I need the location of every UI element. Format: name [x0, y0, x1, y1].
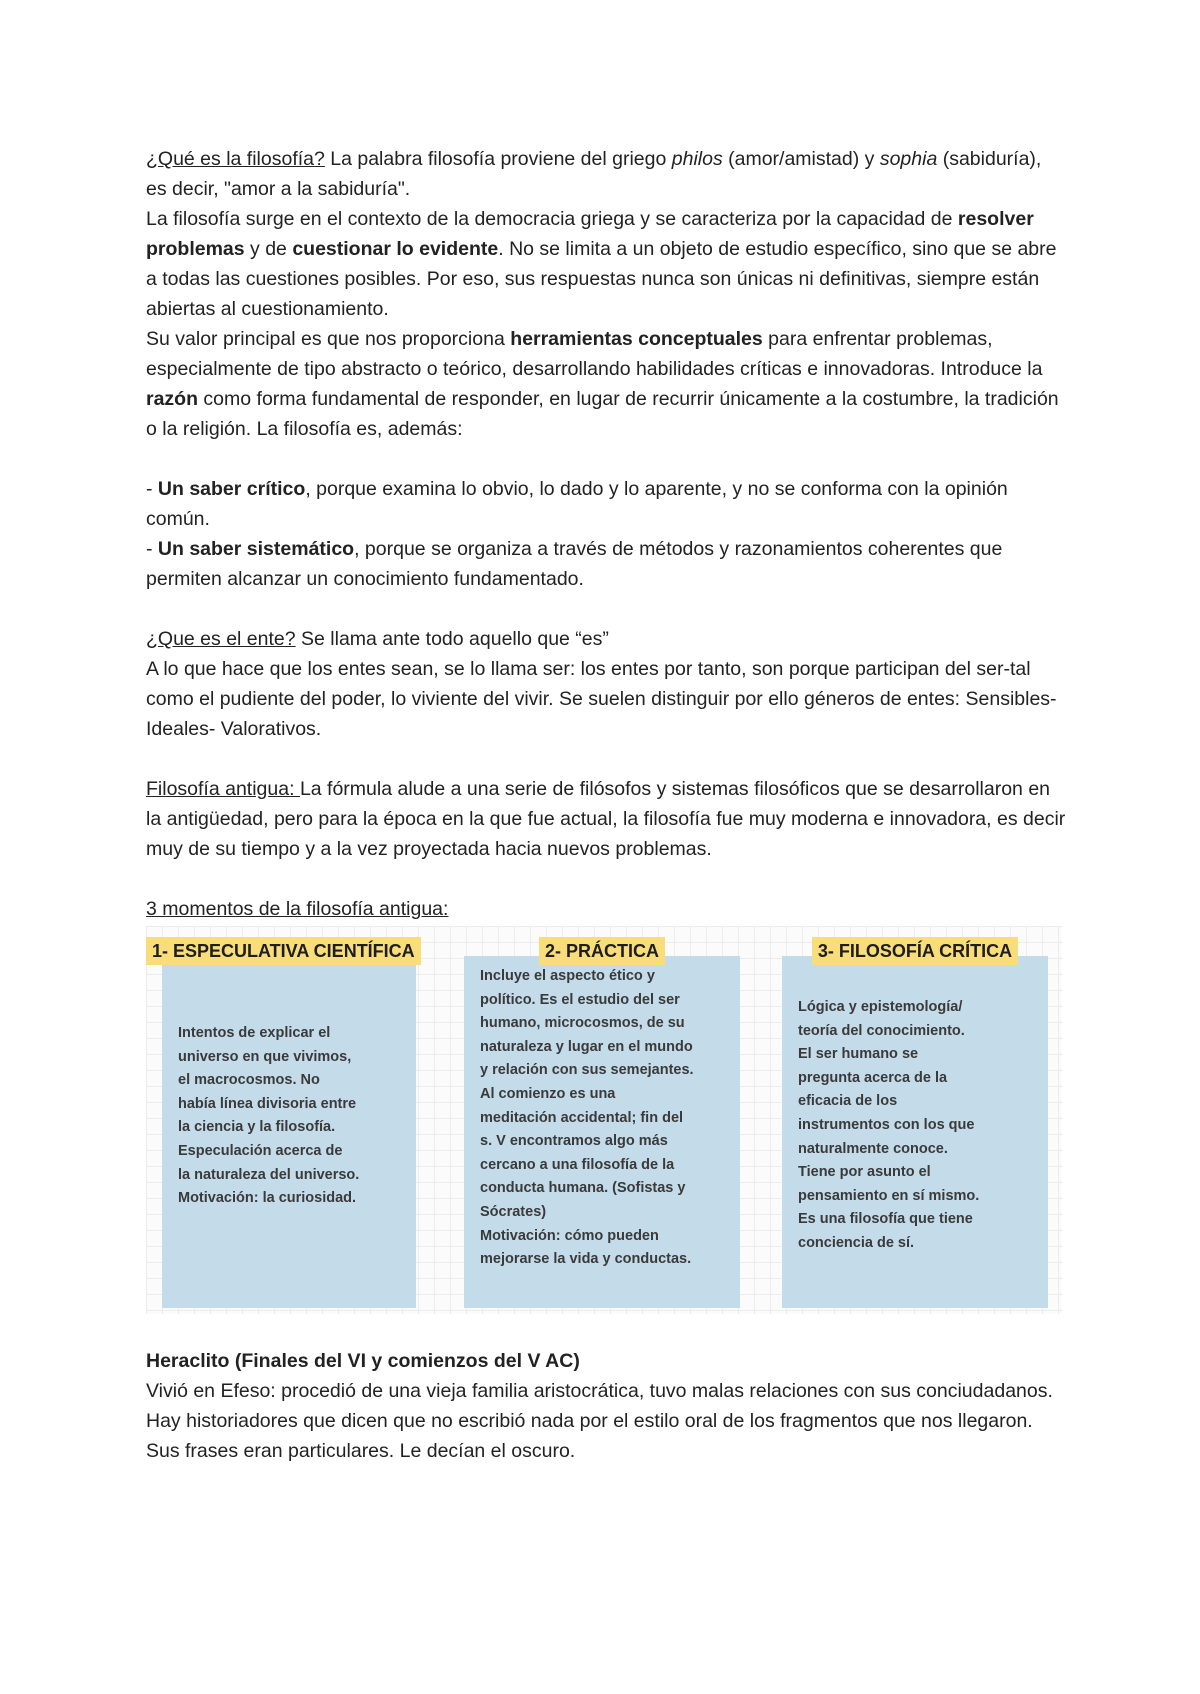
text: Su valor principal es que nos proporciona	[146, 328, 511, 350]
box-text-critica	[798, 996, 1034, 1256]
paragraph-filosofia-antigua	[146, 774, 1066, 864]
spacer	[146, 594, 1066, 624]
box-line: Intentos de explicar el	[178, 1025, 331, 1041]
header-wrap	[464, 936, 740, 966]
box-text-especulativa	[178, 1022, 402, 1211]
bold-cuestionar: cuestionar lo evidente	[292, 238, 499, 260]
box-line: naturalmente conoce.	[798, 1140, 948, 1157]
header-wrap	[146, 936, 416, 966]
text: como forma fundamental de responder, en lugar de recurrir únicamente a la costumbre, la tradición o la religión. La filosofía es, además:	[146, 388, 1059, 440]
box-line: Tiene por asunto el	[798, 1164, 931, 1181]
box-line: Incluye el aspecto ético y	[480, 968, 655, 984]
list-item-saber-critico	[146, 474, 1066, 534]
box-practica	[464, 956, 740, 1308]
box-line: eficacia de los	[798, 1093, 898, 1110]
box-line: la ciencia y la filosofía.	[178, 1119, 336, 1136]
text: (sabiduría), es decir, "amor a la sabiduría".	[146, 148, 1042, 200]
text: . No se limita a un objeto de estudio específico, sino que se abre a todas las cuestiones posibles. Por eso, sus respuestas nunca son únicas ni definitivas, siempre están abiertas al cuestionamiento.	[146, 238, 1057, 320]
box-line: humano, microcosmos, de su	[480, 1015, 685, 1032]
bold-herramientas: herramientas conceptuales	[510, 328, 763, 350]
box-line: pregunta acerca de la	[798, 1069, 948, 1086]
paragraph-ente-title	[146, 624, 1066, 654]
box-line: Especulación acerca de	[178, 1142, 343, 1159]
box-line: la naturaleza del universo.	[178, 1166, 360, 1183]
box-line: instrumentos con los que	[798, 1116, 975, 1133]
box-line: pensamiento en sí mismo.	[798, 1187, 980, 1204]
box-line: meditación accidental; fin del	[480, 1109, 684, 1126]
heading-heraclito	[146, 1346, 1066, 1376]
box-line: mejorarse la vida y conductas.	[480, 1251, 692, 1268]
header-especulativa: 1- ESPECULATIVA CIENTÍFICA	[146, 937, 421, 965]
document-body	[146, 144, 1066, 1466]
text: La filosofía surge en el contexto de la democracia griega y se caracteriza por la capacidad de	[146, 208, 958, 230]
text: para enfrentar problemas, especialmente de tipo abstracto o teórico, desarrollando habilidades críticas e innovadoras. Introduce la	[146, 328, 1043, 380]
box-line: conducta humana. (Sofistas y	[480, 1180, 686, 1197]
header-wrap	[782, 936, 1048, 966]
heading-que-es-filosofia: ¿Qué es la filosofía?	[146, 148, 325, 170]
box-line: cercano a una filosofía de la	[480, 1156, 675, 1173]
header-critica: 3- FILOSOFÍA CRÍTICA	[812, 937, 1018, 965]
box-line: conciencia de sí.	[798, 1234, 915, 1251]
box-line: s. V encontramos algo más	[480, 1133, 668, 1150]
text: , porque examina lo obvio, lo dado y lo aparente, y no se conforma con la opinión común.	[146, 478, 1008, 530]
heading-filosofia-antigua: Filosofía antigua:	[146, 778, 300, 800]
term-sophia: sophia	[879, 148, 938, 170]
box-line: Al comienzo es una	[480, 1085, 616, 1102]
text: (amor/amistad) y	[722, 148, 880, 170]
box-line: y relación con sus semejantes.	[480, 1062, 694, 1079]
dash: -	[146, 538, 158, 560]
box-line: Sócrates)	[480, 1203, 547, 1220]
bold-resolver-problemas: resolver problemas	[146, 208, 1034, 260]
spacer	[146, 864, 1066, 894]
paragraph-heraclito-1: Vivió en Efeso: procedió de una vieja familia aristocrática, tuvo malas relaciones con sus conciudadanos.	[146, 1380, 1053, 1402]
box-line: naturaleza y lugar en el mundo	[480, 1038, 693, 1055]
box-line: universo en que vivimos,	[178, 1048, 352, 1065]
heading-tres-momentos: 3 momentos de la filosofía antigua:	[146, 898, 449, 920]
paragraph-heraclito-2: Hay historiadores que dicen que no escribió nada por el estilo oral de los fragmentos que nos llegaron. Sus frases eran particulares. Le decían el oscuro.	[146, 1410, 1033, 1462]
box-line: el macrocosmos. No	[178, 1072, 320, 1089]
paragraph-valor-principal	[146, 324, 1066, 444]
box-line: Motivación: la curiosidad.	[178, 1190, 357, 1207]
box-text-practica	[480, 965, 726, 1272]
box-especulativa	[162, 956, 416, 1308]
text: y de	[244, 238, 293, 260]
box-line: Motivación: cómo pueden	[480, 1227, 659, 1244]
bold-saber-sistematico: Un saber sistemático	[157, 538, 355, 560]
paragraph-momentos-title	[146, 894, 1066, 924]
bold-heraclito: Heraclito (Finales del VI y comienzos del V AC)	[146, 1350, 580, 1372]
box-line: El ser humano se	[798, 1046, 919, 1063]
paragraph-ente-body: A lo que hace que los entes sean, se lo llama ser: los entes por tanto, son porque participan del ser-tal como el pudiente del poder, lo viviente del vivir. Se suelen distinguir por ello géneros de entes: Sensibles- Ideales- Valorativos.	[146, 658, 1057, 740]
text: Se llama ante todo aquello que “es”	[295, 628, 609, 650]
box-line: Lógica y epistemología/	[798, 999, 963, 1015]
spacer	[146, 444, 1066, 474]
box-line: Es una filosofía que tiene	[798, 1211, 973, 1228]
list-item-saber-sistematico	[146, 534, 1066, 594]
paragraph-filosofia-intro	[146, 144, 1066, 204]
spacer	[146, 744, 1066, 774]
term-philos: philos	[671, 148, 723, 170]
header-practica: 2- PRÁCTICA	[539, 937, 665, 965]
heading-que-es-ente: ¿Que es el ente?	[146, 628, 296, 650]
box-line: político. Es el estudio del ser	[480, 991, 680, 1008]
text: La fórmula alude a una serie de filósofos y sistemas filosóficos que se desarrollaron en la antigüedad, pero para la época en la que fue actual, la filosofía fue muy moderna e innovadora, es decir muy de su tiempo y a la vez proyectada hacia nuevos problemas.	[146, 778, 1066, 860]
box-line: había línea divisoria entre	[178, 1095, 357, 1112]
paragraph-democracia	[146, 204, 1066, 324]
box-critica	[782, 956, 1048, 1308]
box-line: teoría del conocimiento.	[798, 1022, 965, 1039]
text: La palabra filosofía proviene del griego	[324, 148, 672, 170]
momentos-figure	[146, 926, 1062, 1314]
bold-saber-critico: Un saber crítico	[157, 478, 306, 500]
bold-razon: razón	[146, 388, 199, 410]
text: , porque se organiza a través de métodos y razonamientos coherentes que permiten alcanzar un conocimiento fundamentado.	[146, 538, 1003, 590]
dash: -	[146, 478, 158, 500]
